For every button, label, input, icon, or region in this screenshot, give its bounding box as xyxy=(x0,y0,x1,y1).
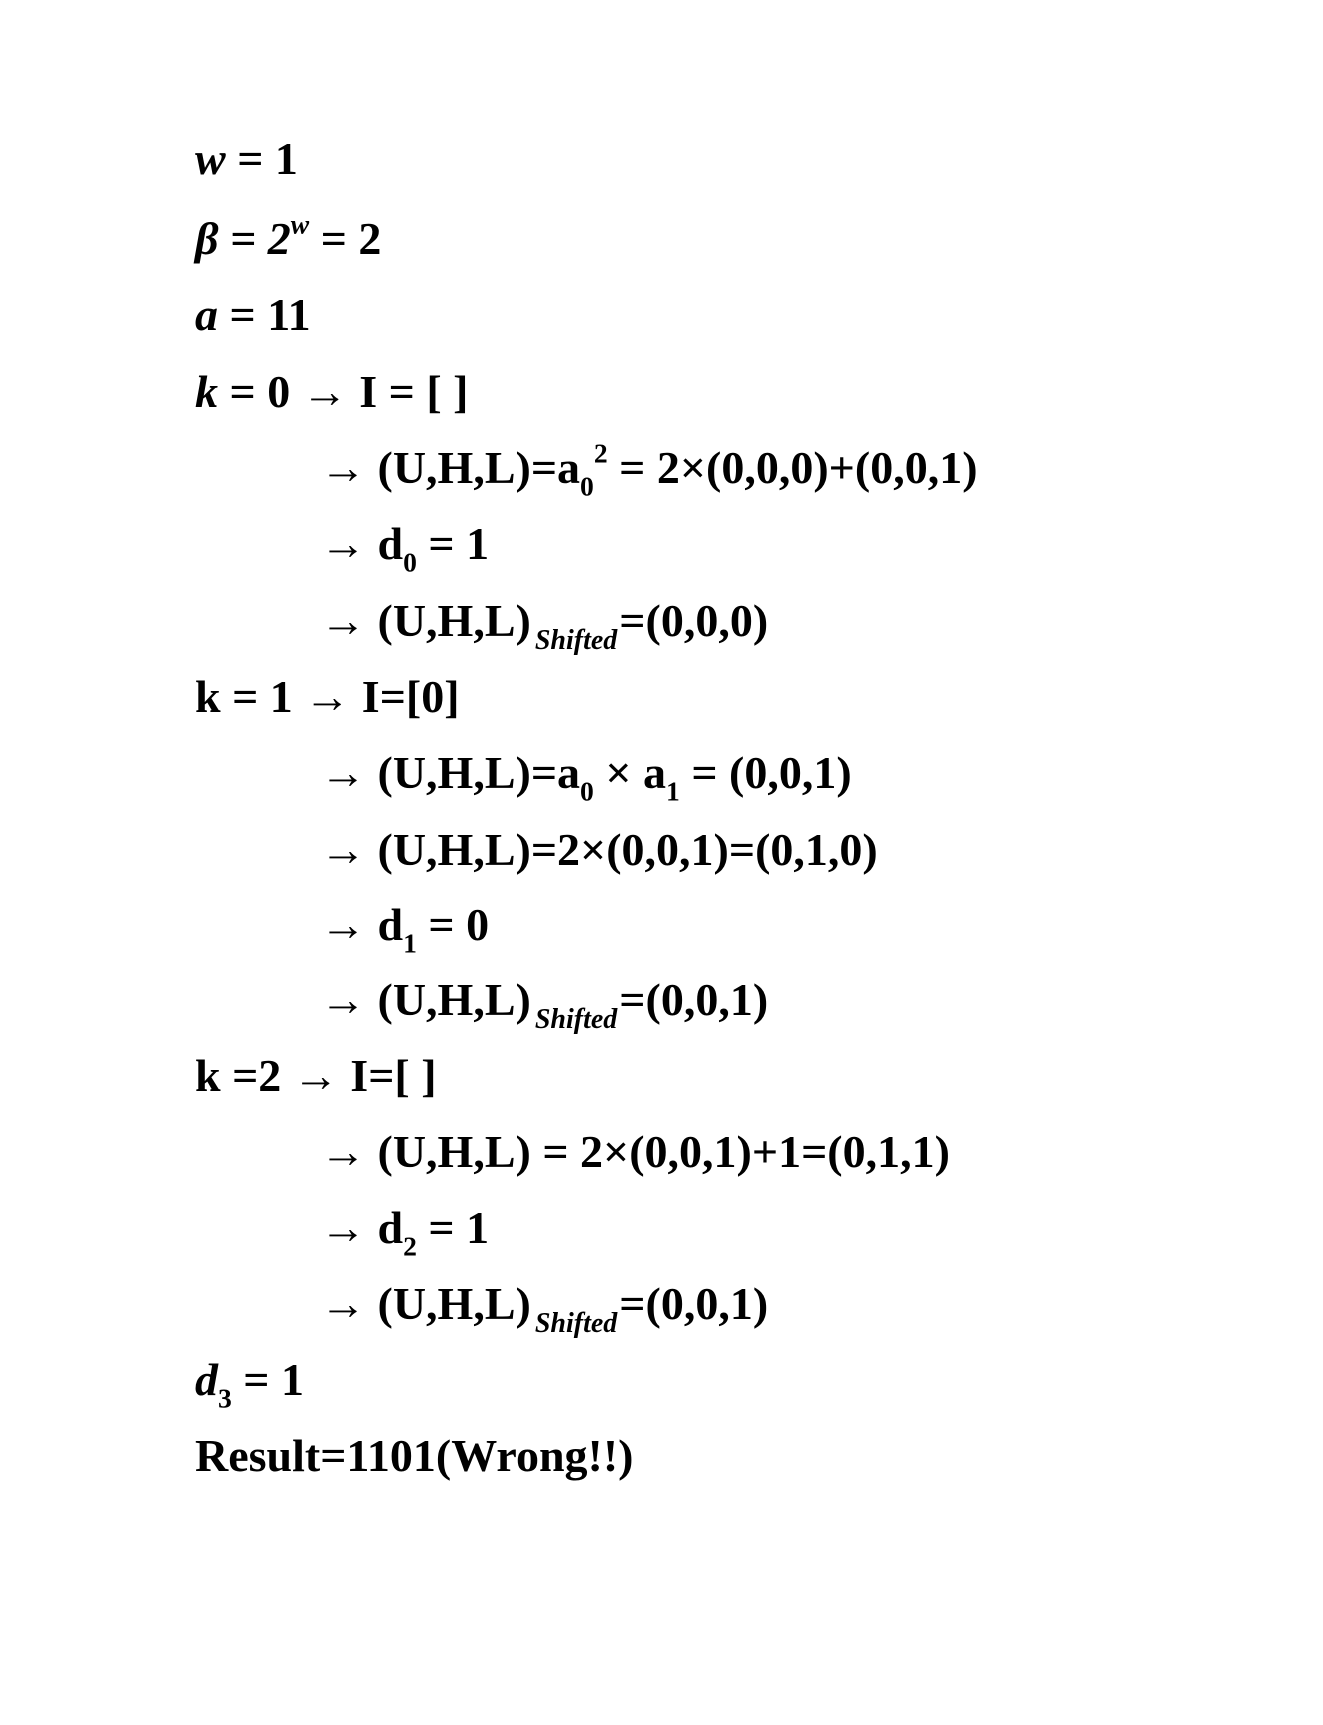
eq-k0-shifted xyxy=(320,593,768,669)
eq-k1-uhl-sub0: 0 xyxy=(580,775,594,807)
eq-w-rhs: = 1 xyxy=(225,133,298,184)
eq-d3-lhs: d xyxy=(195,1354,218,1405)
eq-k1-uhl-mid: × a xyxy=(593,747,667,798)
eq-k0-uhl-rhs: = 2×(0,0,0)+(0,0,1) xyxy=(607,442,978,493)
eq-k1-uhl-lhs: → (U,H,L)=a xyxy=(320,747,581,798)
eq-k1-uhl-rhs: = (0,0,1) xyxy=(679,747,852,798)
eq-beta-exp: w xyxy=(290,208,310,240)
eq-k1-text: k = 1 → I=[0] xyxy=(195,671,460,722)
eq-d1-lhs: → d xyxy=(320,899,404,950)
eq-d2-sub: 2 xyxy=(403,1230,417,1262)
eq-k0-shifted-sub: Shifted xyxy=(534,624,618,656)
eq-k2-uhl xyxy=(320,1124,950,1180)
eq-k0-shifted-rhs: =(0,0,0) xyxy=(619,595,769,646)
eq-d2-rhs: = 1 xyxy=(416,1202,490,1253)
eq-k1-uhl xyxy=(320,745,852,807)
eq-a xyxy=(195,287,311,343)
eq-k2-shifted xyxy=(320,1276,768,1352)
eq-k2-uhl-text: → (U,H,L) = 2×(0,0,1)+1=(0,1,1) xyxy=(320,1126,950,1177)
eq-a-lhs: a xyxy=(195,289,218,340)
eq-k0-rhs: = 0 → I = [ ] xyxy=(218,366,469,417)
eq-d0-sub: 0 xyxy=(403,546,417,578)
eq-beta xyxy=(195,208,382,267)
eq-k2 xyxy=(195,1048,437,1104)
eq-k2-shifted-rhs: =(0,0,1) xyxy=(619,1278,769,1329)
eq-d2 xyxy=(320,1200,490,1262)
eq-d3 xyxy=(195,1352,305,1414)
eq-k1-shifted-rhs: =(0,0,1) xyxy=(619,974,769,1025)
eq-k1-uhl-sub1: 1 xyxy=(666,775,680,807)
eq-w-lhs: w xyxy=(195,133,226,184)
eq-k2-text: k =2 → I=[ ] xyxy=(195,1050,437,1101)
eq-d1-rhs: = 0 xyxy=(416,899,490,950)
eq-d0 xyxy=(320,516,490,578)
eq-d0-rhs: = 1 xyxy=(416,518,490,569)
eq-k1-uhl-double-text: → (U,H,L)=2×(0,0,1)=(0,1,0) xyxy=(320,824,878,875)
eq-beta-rhs: = 2 xyxy=(309,213,382,264)
eq-d1-sub: 1 xyxy=(403,927,417,959)
eq-a-rhs: = 11 xyxy=(218,289,311,340)
eq-k1 xyxy=(195,669,460,725)
result-text: Result=1101(Wrong!!) xyxy=(195,1430,634,1481)
eq-k0-lhs: k xyxy=(195,366,218,417)
eq-k2-shifted-sub: Shifted xyxy=(534,1307,618,1339)
eq-d3-sub: 3 xyxy=(218,1382,232,1414)
eq-w xyxy=(195,131,298,187)
eq-k1-shifted xyxy=(320,972,768,1048)
eq-k0 xyxy=(195,364,468,420)
eq-d1 xyxy=(320,897,490,959)
result-line xyxy=(195,1428,634,1484)
eq-k1-shifted-sub: Shifted xyxy=(534,1003,618,1035)
eq-k2-shifted-lhs: → (U,H,L) xyxy=(320,1278,531,1329)
eq-beta-lhs: β = 2 xyxy=(195,213,291,264)
eq-k0-uhl-sup: 2 xyxy=(593,437,608,469)
eq-k0-uhl xyxy=(320,437,978,502)
eq-k0-shifted-lhs: → (U,H,L) xyxy=(320,595,531,646)
eq-d0-lhs: → d xyxy=(320,518,404,569)
eq-k1-uhl-double xyxy=(320,822,878,878)
eq-k0-uhl-sub: 0 xyxy=(580,470,594,502)
eq-d3-rhs: = 1 xyxy=(231,1354,305,1405)
eq-d2-lhs: → d xyxy=(320,1202,404,1253)
eq-k0-uhl-lhs: → (U,H,L)=a xyxy=(320,442,581,493)
eq-k1-shifted-lhs: → (U,H,L) xyxy=(320,974,531,1025)
